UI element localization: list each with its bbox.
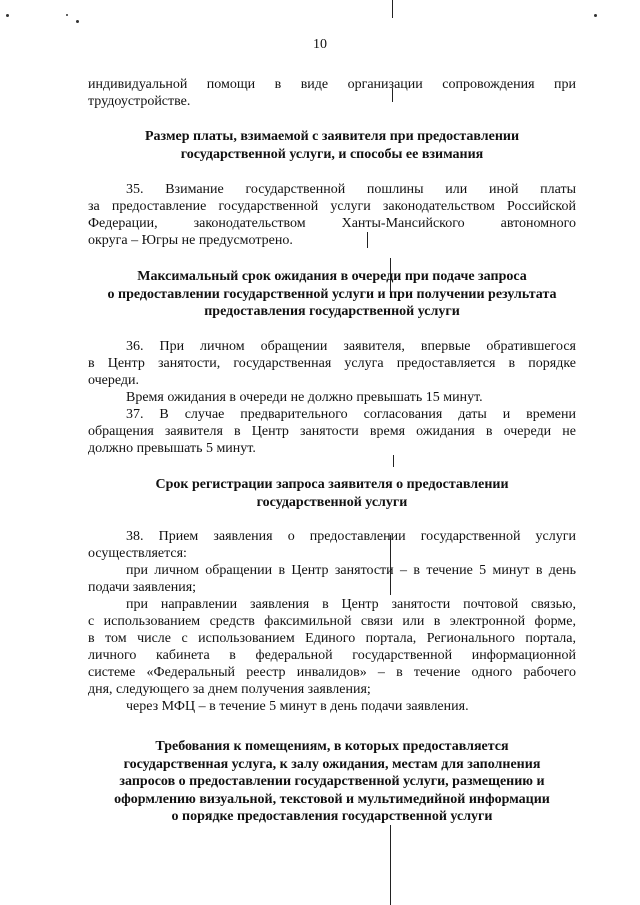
- text-line: 35. Взимание государственной пошлины или иной платы: [126, 182, 576, 197]
- heading-line: Срок регистрации запроса заявителя о предоставлении: [155, 477, 509, 492]
- text-line: Время ожидания в очереди не должно превышать 15 минут.: [126, 390, 483, 405]
- section-heading-registration: [88, 476, 576, 511]
- paragraph-35: [88, 181, 576, 249]
- heading-line: Максимальный срок ожидания в очереди при подаче запроса: [137, 269, 527, 284]
- text-line: обращения заявителя в Центр занятости время ожидания в очереди не: [88, 424, 576, 439]
- heading-line: государственной услуги, и способы ее взимания: [180, 146, 484, 162]
- scan-dot: [76, 20, 79, 23]
- page-number: 10: [313, 37, 327, 52]
- text-line: при направлении заявления в Центр занятости почтовой связью,: [126, 597, 576, 612]
- heading-line: государственная услуга, к залу ожидания, местам для заполнения: [123, 756, 541, 772]
- text-line: трудоустройстве.: [88, 94, 191, 109]
- heading-line: Размер платы, взимаемой с заявителя при предоставлении: [144, 129, 520, 144]
- scan-mark: [392, 0, 393, 18]
- text-line: с использованием средств факсимильной связи или в электронной форме,: [88, 614, 576, 629]
- text-line: Федерации, законодательством Ханты-Мансийского автономного: [88, 216, 576, 231]
- heading-line: Требования к помещениям, в которых предоставляется: [155, 739, 509, 754]
- heading-line: оформлению визуальной, текстовой и мультимедийной информации: [114, 791, 550, 807]
- paragraph-36: [88, 338, 576, 406]
- text-line: в Центр занятости, государственная услуга предоставляется в порядке: [88, 356, 576, 371]
- heading-line: о порядке предоставления государственной услуги: [171, 809, 493, 824]
- text-line: дня, следующего за днем получения заявления;: [88, 682, 371, 697]
- heading-line: запросов о предоставлении государственной услуги, размещению и: [119, 774, 545, 789]
- scan-dot: [6, 14, 9, 17]
- intro-paragraph: [88, 76, 576, 110]
- heading-line: государственной услуги: [256, 494, 408, 510]
- text-line: через МФЦ – в течение 5 минут в день подачи заявления.: [126, 699, 469, 714]
- section-heading-premises: [88, 738, 576, 826]
- scan-dot: [594, 14, 597, 17]
- text-line: при личном обращении в Центр занятости – в течение 5 минут в день: [126, 563, 576, 578]
- text-line: очереди.: [88, 373, 140, 388]
- scan-mark: [390, 825, 391, 905]
- section-heading-queue: [88, 268, 576, 321]
- text-line: 36. При личном обращении заявителя, впервые обратившегося: [126, 339, 576, 354]
- text-line: за предоставление государственной услуги законодательством Российской: [88, 199, 576, 214]
- text-line: 38. Прием заявления о предоставлении государственной услуги: [126, 529, 576, 544]
- text-line: индивидуальной помощи в виде организации сопровождения при: [88, 77, 576, 92]
- heading-line: о предоставлении государственной услуги и при получении результата: [107, 286, 557, 302]
- text-line: 37. В случае предварительного согласования даты и времени: [126, 407, 576, 422]
- heading-line: предоставления государственной услуги: [204, 304, 460, 319]
- section-heading-fee: [88, 128, 576, 163]
- paragraph-38: [88, 528, 576, 715]
- scan-dot: [66, 14, 68, 16]
- text-line: осуществляется:: [88, 546, 187, 561]
- text-line: должно превышать 5 минут.: [88, 441, 256, 456]
- text-line: в том числе с использованием Единого портала, Регионального портала,: [88, 631, 576, 646]
- text-line: системе «Федеральный реестр инвалидов» – в течение одного рабочего: [88, 665, 576, 680]
- paragraph-37: [88, 406, 576, 457]
- text-line: личного кабинета в федеральной государственной информационной: [88, 648, 576, 663]
- text-line: округа – Югры не предусмотрено.: [88, 233, 293, 248]
- text-line: подачи заявления;: [88, 580, 197, 595]
